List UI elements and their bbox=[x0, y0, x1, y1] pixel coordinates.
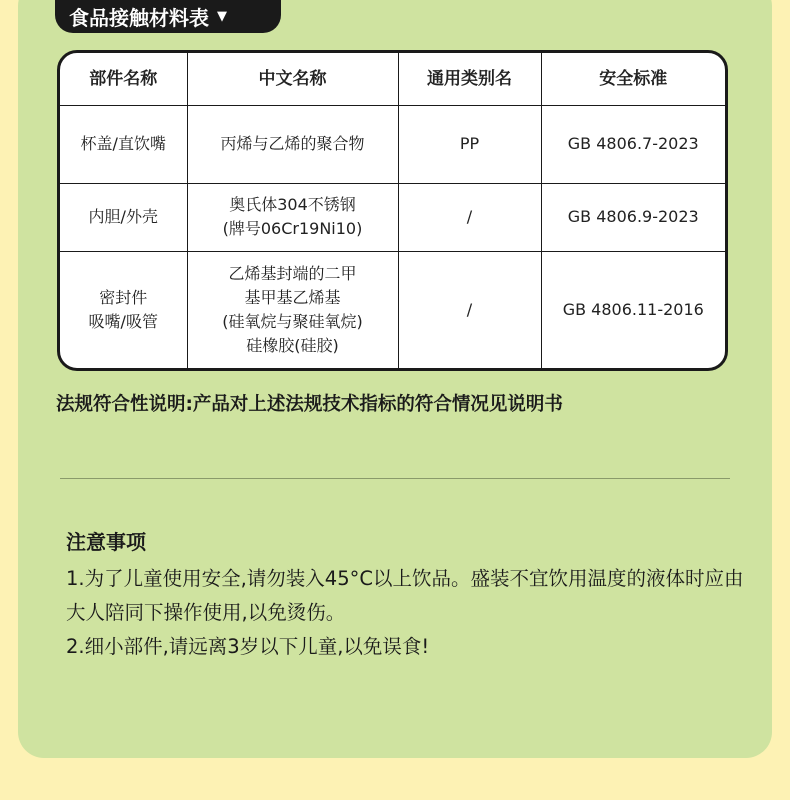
notes-list bbox=[66, 562, 746, 664]
category-cell: / bbox=[398, 183, 541, 251]
category-cell: PP bbox=[398, 105, 541, 183]
part-cell: 内胆/外壳 bbox=[60, 183, 187, 251]
standard-cell: GB 4806.9-2023 bbox=[541, 183, 725, 251]
compliance-statement: 法规符合性说明:产品对上述法规技术指标的符合情况见说明书 bbox=[56, 394, 563, 415]
part-cell: 杯盖/直饮嘴 bbox=[60, 105, 187, 183]
column-header: 部件名称 bbox=[60, 53, 187, 105]
section-header bbox=[55, 0, 281, 33]
standard-cell: GB 4806.11-2016 bbox=[541, 251, 725, 368]
note-item: 2.细小部件,请远离3岁以下儿童,以免误食! bbox=[66, 635, 430, 658]
table-row bbox=[60, 183, 725, 251]
table-header-row bbox=[60, 53, 725, 105]
section-title: 食品接触材料表 bbox=[69, 6, 209, 30]
materials-table bbox=[57, 50, 728, 371]
part-cell: 密封件 吸嘴/吸管 bbox=[60, 251, 187, 368]
column-header: 通用类别名 bbox=[398, 53, 541, 105]
table-row bbox=[60, 105, 725, 183]
standard-cell: GB 4806.7-2023 bbox=[541, 105, 725, 183]
table-row bbox=[60, 251, 725, 368]
material-name-cell: 乙烯基封端的二甲 基甲基乙烯基 (硅氧烷与聚硅氧烷) 硅橡胶(硅胶) bbox=[187, 251, 398, 368]
divider bbox=[60, 478, 730, 479]
column-header: 安全标准 bbox=[541, 53, 725, 105]
material-name-cell: 丙烯与乙烯的聚合物 bbox=[187, 105, 398, 183]
triangle-down-icon: ▼ bbox=[217, 9, 227, 24]
column-header: 中文名称 bbox=[187, 53, 398, 105]
category-cell: / bbox=[398, 251, 541, 368]
material-name-cell: 奥氏体304不锈钢 (牌号06Cr19Ni10) bbox=[187, 183, 398, 251]
notes-title: 注意事项 bbox=[66, 530, 146, 554]
note-item: 1.为了儿童使用安全,请勿装入45°C以上饮品。盛装不宜饮用温度的液体时应由大人陪同下操作使用,以免烫伤。 bbox=[66, 567, 744, 624]
